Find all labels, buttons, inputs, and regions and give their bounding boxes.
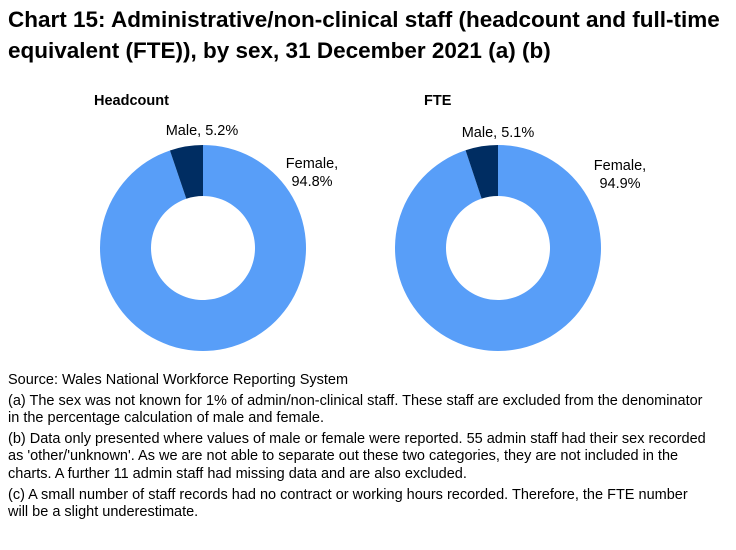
label-female: Female, 94.8%	[285, 156, 339, 190]
donut-title: Headcount	[94, 93, 169, 109]
label-male: Male, 5.1%	[461, 125, 535, 141]
note-c: (c) A small number of staff records had no contract or working hours recorded. Therefore, the FTE number will be a slight underestimate.	[8, 486, 688, 521]
label-female: Female, 94.9%	[593, 158, 647, 192]
donut-title: FTE	[424, 93, 452, 109]
chart-title: Chart 15: Administrative/non-clinical staff (headcount and full-time equivalent (FTE)), by sex, 31 December 2021 (a) (b)	[8, 7, 720, 63]
note-b: (b) Data only presented where values of male or female were reported. 55 admin staff had their sex recorded as 'other/'unknown'. As we are not able to separate out these two categories, they are not included in the charts. A further 11 admin staff had missing data and are also excluded.	[8, 430, 706, 482]
donut-chart-headcount	[94, 93, 338, 351]
donut-chart-fte	[395, 93, 646, 351]
label-male: Male, 5.2%	[165, 123, 239, 139]
source-note: Source: Wales National Workforce Reporting System	[8, 372, 349, 388]
notes	[8, 372, 708, 525]
note-a: (a) The sex was not known for 1% of admin/non-clinical staff. These staff are excluded from the denominator in the percentage calculation of male and female.	[8, 392, 703, 427]
donut-charts-area	[0, 80, 736, 370]
